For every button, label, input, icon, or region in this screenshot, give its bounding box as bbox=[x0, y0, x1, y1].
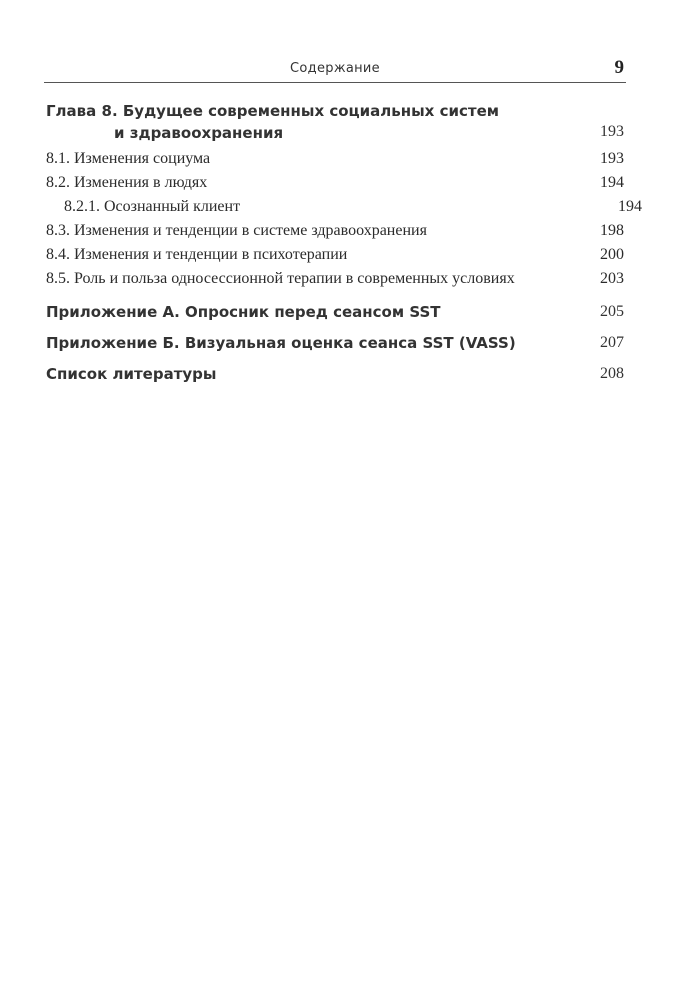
appendix-page: 205 bbox=[600, 303, 624, 320]
appendix-page: 208 bbox=[600, 365, 624, 382]
table-of-contents bbox=[46, 100, 642, 394]
toc-section-8-5[interactable] bbox=[46, 267, 624, 291]
appendix-page: 207 bbox=[600, 334, 624, 351]
section-label: 8.3. Изменения и тенденции в системе здравоохранения bbox=[46, 222, 427, 239]
page-number: 9 bbox=[614, 57, 624, 78]
section-page: 193 bbox=[600, 150, 624, 167]
section-label: 8.2. Изменения в людях bbox=[46, 174, 208, 191]
toc-section-8-2-1[interactable] bbox=[46, 195, 642, 219]
chapter-page: 193 bbox=[600, 123, 624, 140]
section-label: 8.2.1. Осознанный клиент bbox=[64, 198, 241, 215]
toc-section-8-2[interactable] bbox=[46, 171, 624, 195]
section-label: 8.1. Изменения социума bbox=[46, 150, 211, 167]
appendix-label: Список литературы bbox=[46, 365, 217, 383]
section-page: 200 bbox=[600, 246, 624, 263]
toc-appendix-b[interactable] bbox=[46, 332, 624, 354]
toc-appendix-a[interactable] bbox=[46, 301, 624, 323]
section-page: 194 bbox=[618, 198, 642, 215]
appendix-label: Приложение А. Опросник перед сеансом SST bbox=[46, 303, 441, 321]
chapter-title-line2: и здравоохранения bbox=[114, 124, 284, 142]
running-header bbox=[44, 58, 626, 83]
toc-section-8-3[interactable] bbox=[46, 219, 624, 243]
header-title: Содержание bbox=[290, 61, 380, 76]
section-page: 198 bbox=[600, 222, 624, 239]
toc-chapter-8[interactable] bbox=[46, 100, 624, 144]
section-label: 8.4. Изменения и тенденции в психотерапии bbox=[46, 246, 348, 263]
toc-bibliography[interactable] bbox=[46, 363, 624, 385]
chapter-title-line1: Глава 8. Будущее современных социальных систем bbox=[46, 102, 500, 120]
section-page: 194 bbox=[600, 174, 624, 191]
toc-section-8-1[interactable] bbox=[46, 147, 624, 171]
toc-section-8-4[interactable] bbox=[46, 243, 624, 267]
appendix-label: Приложение Б. Визуальная оценка сеанса SST (VASS) bbox=[46, 334, 516, 352]
section-label: 8.5. Роль и польза односессионной терапии в современных условиях bbox=[46, 270, 515, 287]
section-page: 203 bbox=[600, 270, 624, 287]
